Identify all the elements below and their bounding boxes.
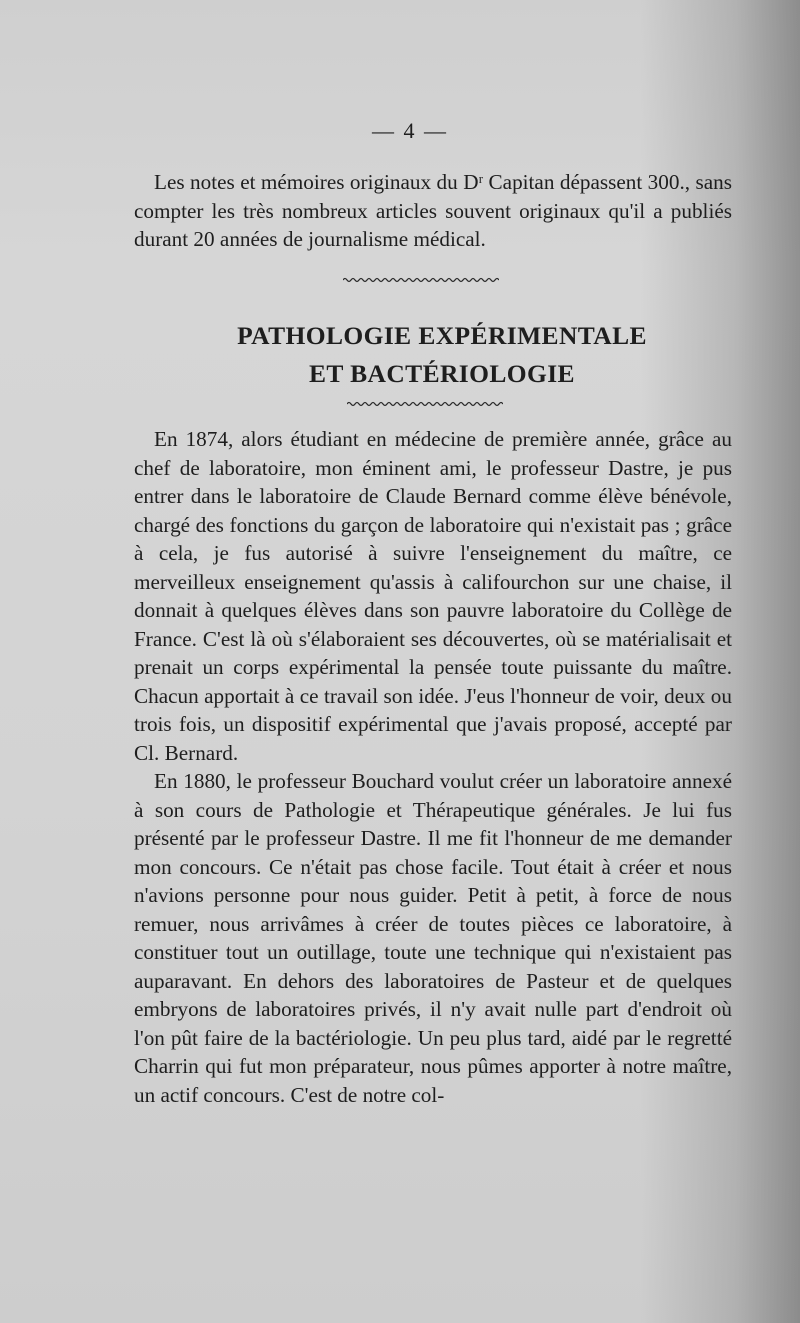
- wavy-rule-ornament: [347, 400, 503, 408]
- intro-paragraph-block: [134, 168, 732, 254]
- section-heading-line-1: PATHOLOGIE EXPÉRIMENTALE: [237, 321, 647, 350]
- page-number: — 4 —: [372, 118, 448, 143]
- body-paragraph: En 1880, le professeur Bouchard voulut créer un laboratoire annexé à son cours de Pathologie et Thérapeutique générales. Je lui fus présenté par le professeur Dastre. Il me fit l'honneur de me demander mon concours. Ce n'était pas chose facile. Tout était à créer et nous n'avions personne pour nous guider. Petit à petit, à force de nous remuer, nous arrivâmes à créer de toutes pièces ce laboratoire, à constituer tout un outillage, toute une technique qui n'existaient pas auparavant. En dehors des laboratoires de Pasteur et de quelques embryons de laboratoires privés, il n'y avait nulle part d'endroit où l'on pût faire de la bactériologie. Un peu plus tard, aidé par le regretté Charrin qui fut mon préparateur, nous pûmes apporter à notre maître, un actif concours. C'est de notre col-: [134, 769, 732, 1107]
- wavy-rule-ornament: [343, 276, 499, 284]
- body-paragraph: En 1874, alors étudiant en médecine de première année, grâce au chef de laboratoire, mon éminent ami, le professeur Dastre, je pus entrer dans le laboratoire de Claude Bernard comme élève bénévole, chargé des fonctions du garçon de laboratoire qui n'existait pas ; grâce à cela, je fus autorisé à suivre l'enseignement du maître, ce merveilleux enseignement qu'assis à califourchon sur une chaise, il donnait à quelques élèves dans son pauvre laboratoire du Collège de France. C'est là où s'élaboraient ses découvertes, où se matérialisait et prenait un corps expérimental la pensée toute puissante du maître. Chacun apportait à ce travail son idée. J'eus l'honneur de voir, deux ou trois fois, un dispositif expérimental que j'avais proposé, accepté par Cl. Bernard.: [134, 427, 732, 765]
- intro-paragraph: Les notes et mémoires originaux du Dʳ Capitan dépassent 300., sans compter les très nombreux articles souvent originaux qu'il a publiés durant 20 années de journalisme médical.: [134, 170, 732, 251]
- section-heading-line-2: ET BACTÉRIOLOGIE: [309, 359, 575, 388]
- body-text-block: [134, 425, 732, 1109]
